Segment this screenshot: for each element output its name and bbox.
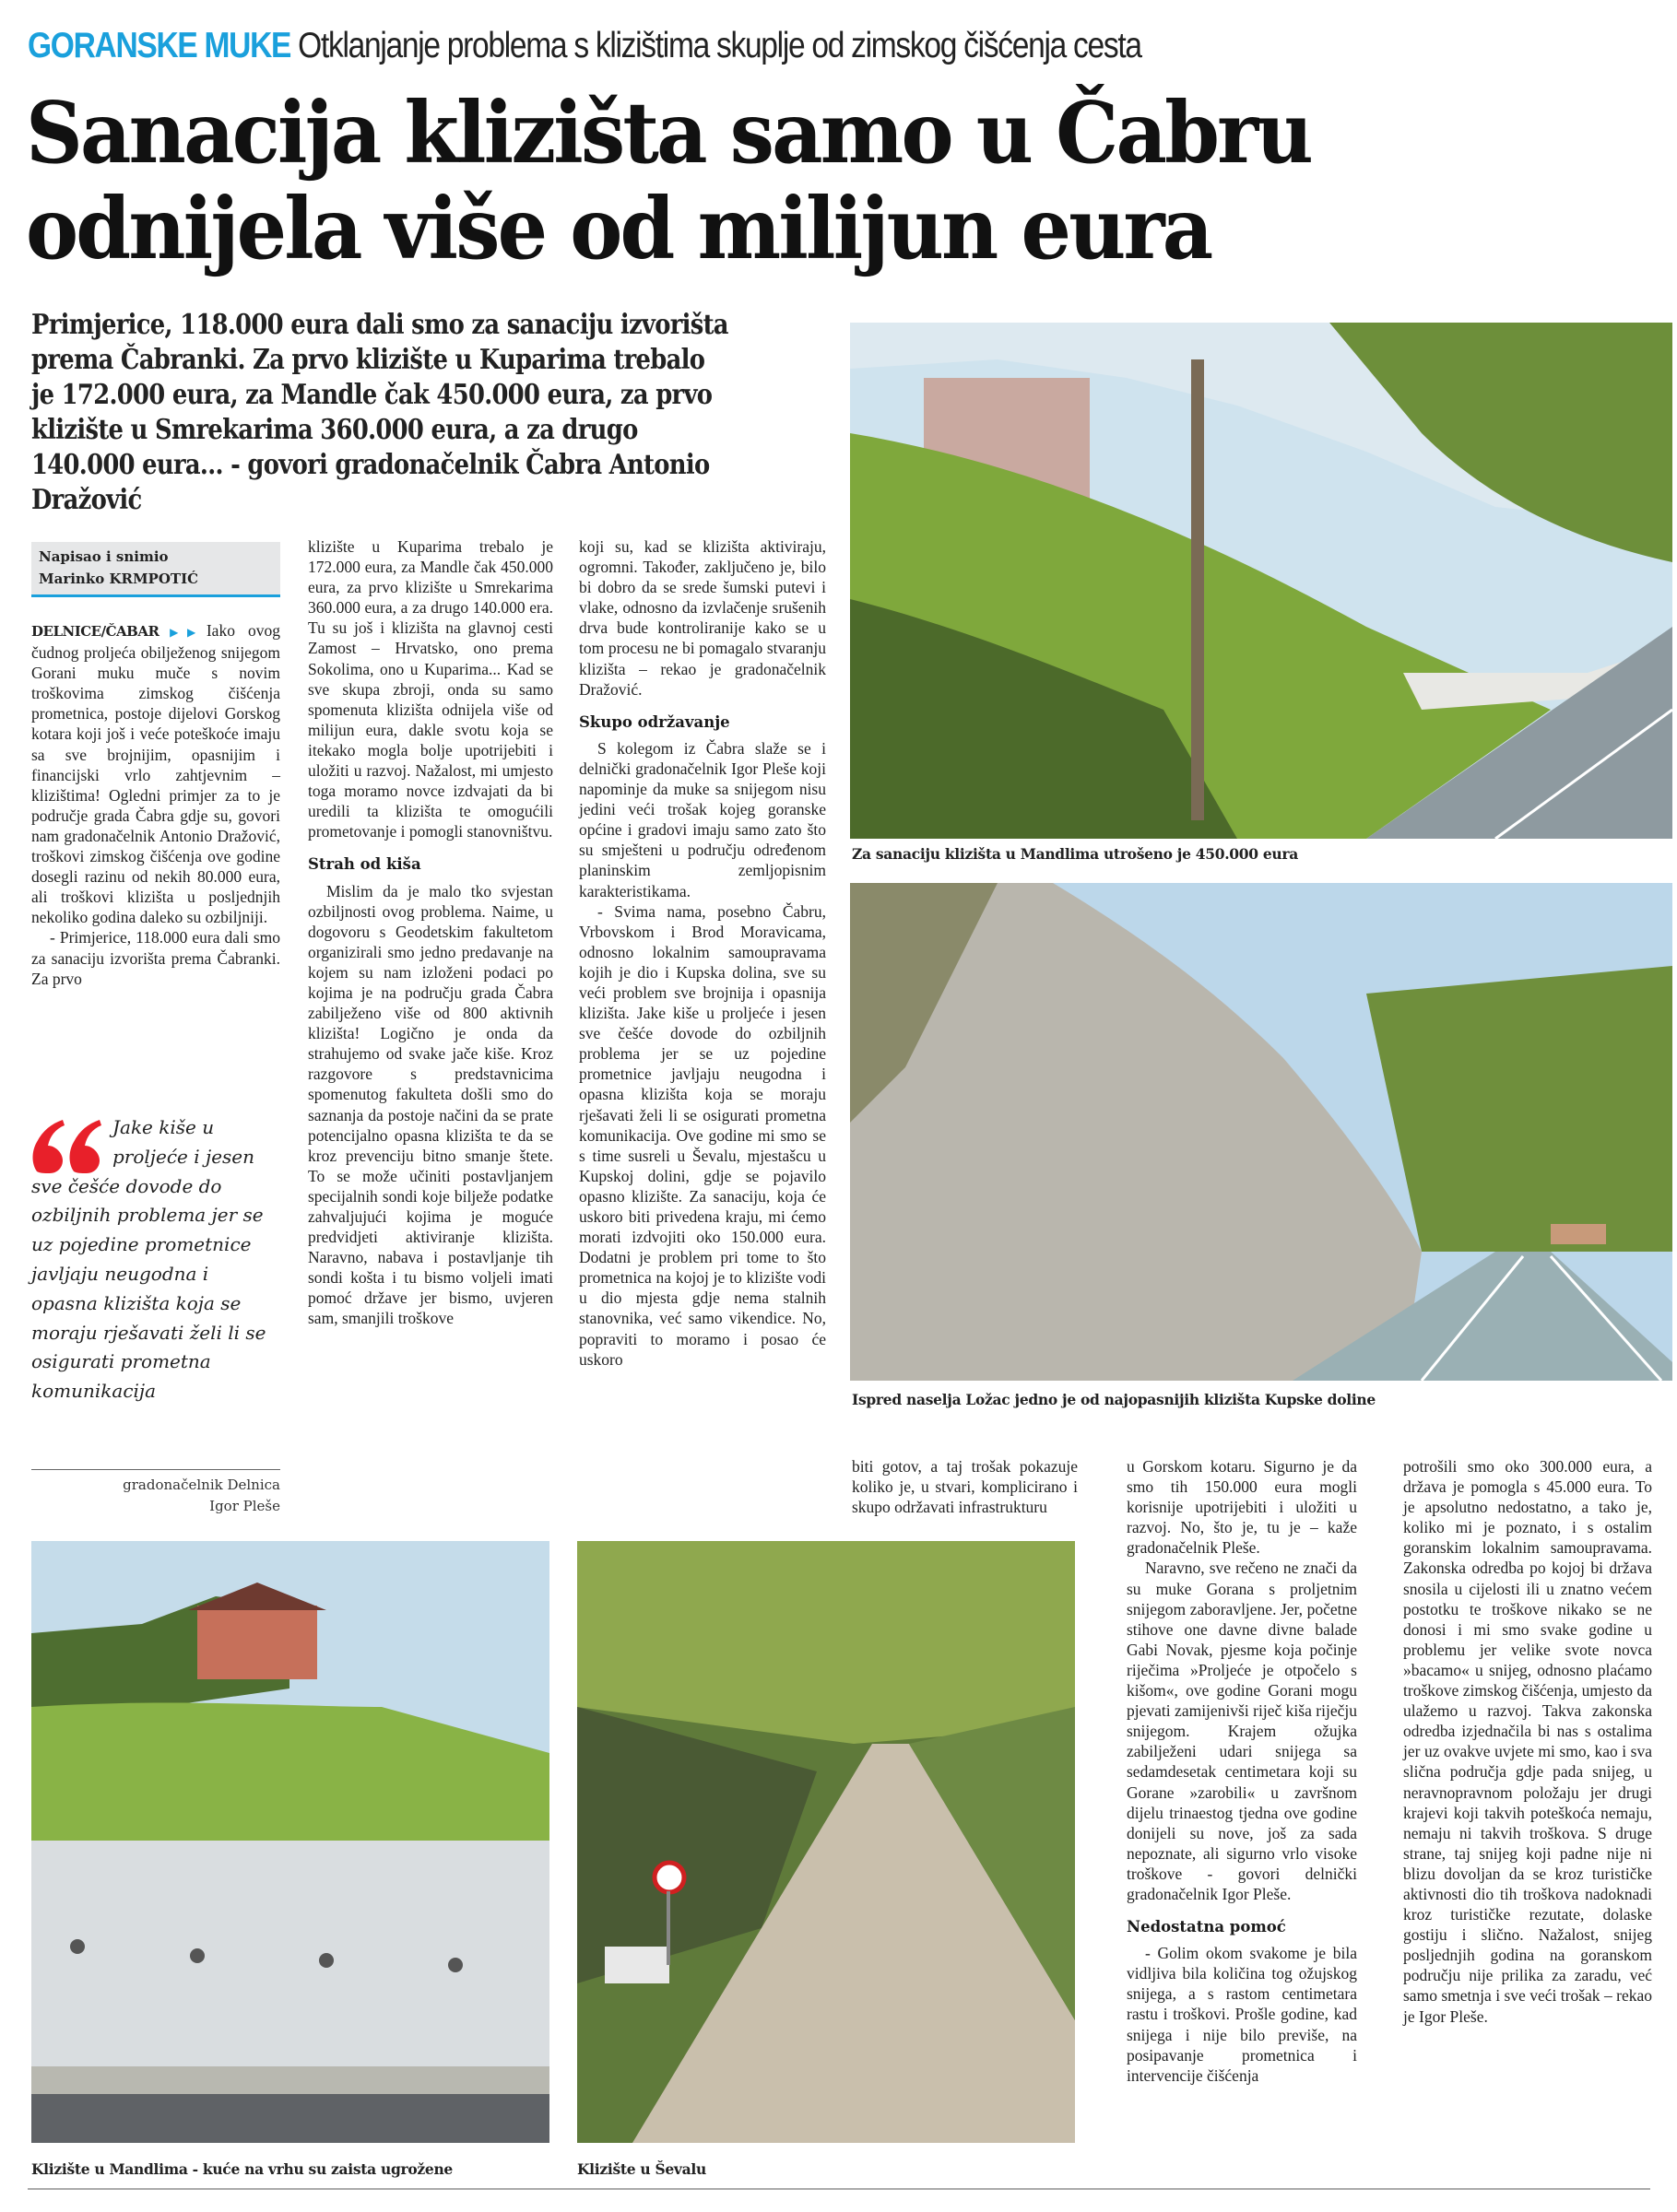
subheading: Strah od kiša xyxy=(308,855,421,874)
paragraph: koji su, kad se klizišta aktiviraju, ogromni. Također, zaključeno je, bilo bi dobro da se srede šumski putevi i vlake, odnosno da izvlačenje srušenih drva bude kontroliranije kako se u tom procesu ne bi pomagalo stvaranju klizišta – rekao je gradonačelnik Dražović. xyxy=(579,537,826,699)
subheading: Nedostatna pomoć xyxy=(1127,1918,1286,1936)
photo-image xyxy=(31,1541,549,2143)
bottom-divider xyxy=(28,2188,1650,2190)
photo-image xyxy=(850,323,1672,839)
paragraph: Mislim da je malo tko svjestan ozbiljnosti ovog problema. Naime, u dogovoru s Geodetskim fakultetom organizirali smo jedno predavanje na kojem su nam izloženi podaci po kojima je na području grada Čabra zabilježeno više od 800 aktivnih klizišta! Logično je onda da strahujemo od svake jače kiše. Kroz razgovore s predstavnicima spomenutog fakulteta došli smo do saznanja da postoje načini da se prate potencijalno opasna klizišta te da se kroz prevenciju bitno smanje štete. To se može učiniti postavljanjem specijalnih sondi koje bilježe podatke zahvaljujući kojima je moguće predvidjeti aktiviranje klizišta. Naravno, nabava i postavljanje tih sondi košta i tu bismo voljeli imati pomoć države jer bismo, uvjeren sam, smanjili troškove xyxy=(308,881,553,1328)
section-label: GORANSKE MUKE xyxy=(28,26,291,65)
photo-image xyxy=(577,1541,1075,2143)
kicker xyxy=(28,26,1141,66)
photo-seval-road xyxy=(577,1541,1075,2143)
pull-quote-text: sve češće dovode do ozbiljnih problema jer se uz pojedine prometnice javljaju neugodna i opasna klizišta koja se moraju rješavati želi li se osigurati prometna komunikacija xyxy=(31,1174,266,1403)
headline-line-1: Sanacija klizišta samo u Čabru xyxy=(26,83,1311,182)
pull-quote-attribution xyxy=(31,1475,280,1517)
photo-caption: Ispred naselja Ložac jedno je od najopasnijih klizišta Kupske doline xyxy=(852,1391,1376,1408)
byline-author: Marinko KRMPOTIĆ xyxy=(39,571,199,587)
photo-caption: Za sanaciju klizišta u Mandlima utrošeno je 450.000 eura xyxy=(852,845,1298,863)
dateline-arrow-icon: ▶▶ xyxy=(160,626,205,639)
pull-quote xyxy=(31,1113,280,1406)
paragraph: klizište u Kuparima trebalo je 172.000 eura, za Mandle čak 450.000 eura, za prvo klizište u Smrekarima 360.000 eura, a za drugo 140.000 era. Tu su još i klizišta na glavnoj cesti Zamost – Hrvatsko, ono prema Sokolima, ono u Kuparima... Kad se sve skupa zbroji, onda su samo spomenuta klizišta odnijela više od milijun eura, dakle svotu koja se itekako mogla bolje upotrijebiti i uložiti u razvoj. Nažalost, mi umjesto toga moramo novce izdvajati da bi uredili ta klizišta te omogućili prometovanje i pomogli stanovništvu. xyxy=(308,537,553,841)
paragraph: Iako ovog čudnog proljeća obilježenog snijegom Gorani muku muče s novim troškovima zimskog čišćenja prometnica, postoje dijelovi Gorskog kotara koji još i veće poteškoće imaju sa sve brojnijim, opasnijim i financijski vrlo zahtjevnim – klizištima! Ogledni primjer za to je područje grada Čabra gdje su, govori nam gradonačelnik Antonio Dražović, troškovi zimskog čišćenja ove godine dosegli razinu od nekih 80.000 eura, ali troškovi klizišta u posljednjih nekoliko godina daleko su ozbiljniji. xyxy=(31,621,280,927)
byline xyxy=(31,542,280,597)
dateline: DELNICE/ČABAR xyxy=(31,623,159,640)
paragraph: - Golim okom svakome je bila vidljiva bila količina tog ožujskog snijega, a s rastom centimetara rastu i troškovi. Prošle godine, kad snijega i nije bilo previše, na posipavanje prometnica i intervencije čišćenja xyxy=(1127,1944,1357,2085)
attribution-name: Igor Pleše xyxy=(209,1498,280,1514)
photo-lozac-slope xyxy=(850,883,1672,1381)
paragraph: - Svima nama, posebno Čabru, Vrbovskom i Brod Moravicama, odnosno lokalnim samoupravama kojih je dio i Kupska dolina, sve su veći problem sve brojnija i opasnija klizišta. Jake kiše u proljeće i jesen sve češće dovode do ozbiljnih problema jer se uz pojedine prometnice javljaju neugodna i opasna klizišta koja se moraju rješavati želi li se osigurati prometna komunikacija. Ove godine mi smo se s time susreli u Ševalu, mjestašcu u Kupskoj dolini, gdje se pojavilo opasno klizište. Za sanaciju, koja će uskoro biti privedena kraju, mi ćemo morati izdvojiti oko 150.000 eura. Dodatni je problem pri tome to što prometnica na kojoj je to klizište vodi u dio mjesta gdje nema stalnih stanovnika, već samo vikendice. No, popraviti to moramo i posao će uskoro xyxy=(579,901,826,1369)
body-column-5 xyxy=(1127,1456,1357,2086)
headline xyxy=(26,85,1552,276)
photo-caption: Klizište u Ševalu xyxy=(577,2160,706,2178)
paragraph: biti gotov, a taj trošak pokazuje koliko je, u stvari, komplicirano i skupo održavati infrastrukturu xyxy=(852,1457,1078,1517)
paragraph: Naravno, sve rečeno ne znači da su muke Gorana s proljetnim snijegom zaboravljene. Jer, početne stihove one davne divne balade Gabi Novak, pjesme koja počinje riječima »Proljeće je otpočelo s kišom«, ove godine Gorani mogu pjevati zamijenivši riječ kiša riječju snijegom. Krajem ožujka zabilježeni udari snijega sa sedamdesetak centimetara koji su Gorane »zarobili« u završnom dijelu trinaestog tjedna ove godine donijeli su nove, još za sada nepoznate, ali sigurno vrlo visoke troškove - govori delnički gradonačelnik Igor Pleše. xyxy=(1127,1559,1357,1903)
photo-mandli-wall xyxy=(31,1541,549,2143)
kicker-subtitle: Otklanjanje problema s klizištima skuplje od zimskog čišćenja cesta xyxy=(298,26,1141,65)
body-column-6 xyxy=(1403,1456,1652,2027)
paragraph: S kolegom iz Čabra slaže se i delnički gradonačelnik Igor Pleše koji napominje da muke sa snijegom nisu jedini veći trošak kojeg goranske općine i gradovi imaju samo zato što su smješteni u području određenom planinskim zemljopisnim karakteristikama. xyxy=(579,738,826,900)
photo-caption: Klizište u Mandlima - kuće na vrhu su zaista ugrožene xyxy=(31,2160,453,2178)
body-column-3 xyxy=(579,536,826,1370)
body-column-2 xyxy=(308,536,553,1329)
lead-paragraph: Primjerice, 118.000 eura dali smo za sanaciju izvorišta prema Čabranki. Za prvo klizište u Kuparima trebalo je 172.000 eura, za Mandle čak 450.000 eura, za prvo klizište u Smrekarima 360.000 eura, a za drugo 140.000 eura... - govori gradonačelnik Čabra Antonio Dražović xyxy=(31,309,728,516)
headline-line-2: odnijela više od milijun eura xyxy=(26,179,1211,278)
pull-quote-first-line: Jake kiše u proljeće i jesen xyxy=(112,1116,255,1168)
subheading: Skupo održavanje xyxy=(579,712,730,731)
paragraph: potrošili smo oko 300.000 eura, a država je pomogla s 45.000 eura. To je apsolutno nedostatno, a tako je, koliko mi je poznato, i s ostalim goranskim lokalnim samoupravama. Zakonska odredba po kojoj bi država snosila u cijelosti ili u znatno većem postotku te troškove nikako se ne donosi i mi smo svake godine u problemu jer velike svote novca »bacamo« u snijeg, odnosno plaćamo troškove zimskog čišćenja, umjesto da ulažemo u razvoj. Takva zakonska odredba izjednačila bi nas s ostalima jer uz ovakve uvjete mi smo, kao i sva slična područja gdje pada snijeg, u neravnopravnom položaju jer drugi krajevi koji takvih poteškoća nemaju, nemaju ni takvih troškova. S druge strane, taj snijeg koji padne nije ni blizu dovoljan da se kroz turističke aktivnosti dio tih troškova nadoknadi kroz turističke rezutate, dolaske gostiju i slično. Nažalost, snijeg posljednjih godina na goranskom području nije prilika za zaradu, već samo smetnja i sve veći trošak – rekao je Igor Pleše. xyxy=(1403,1457,1652,2026)
attribution-title: gradonačelnik Delnica xyxy=(123,1477,280,1493)
byline-credit: Napisao i snimio xyxy=(39,548,169,565)
photo-image xyxy=(850,883,1672,1381)
paragraph: - Primjerice, 118.000 eura dali smo za sanaciju izvorišta prema Čabranki. Za prvo xyxy=(31,928,280,988)
paragraph: u Gorskom kotaru. Sigurno je da smo tih 150.000 eura mogli korisnije upotrijebiti i uložiti u razvoj. No, što je, tu je – kaže gradonačelnik Pleše. xyxy=(1127,1457,1357,1558)
quote-divider xyxy=(31,1469,280,1470)
body-column-1 xyxy=(31,620,280,989)
body-column-4 xyxy=(852,1456,1078,1517)
photo-mandli-hillside xyxy=(850,323,1672,839)
